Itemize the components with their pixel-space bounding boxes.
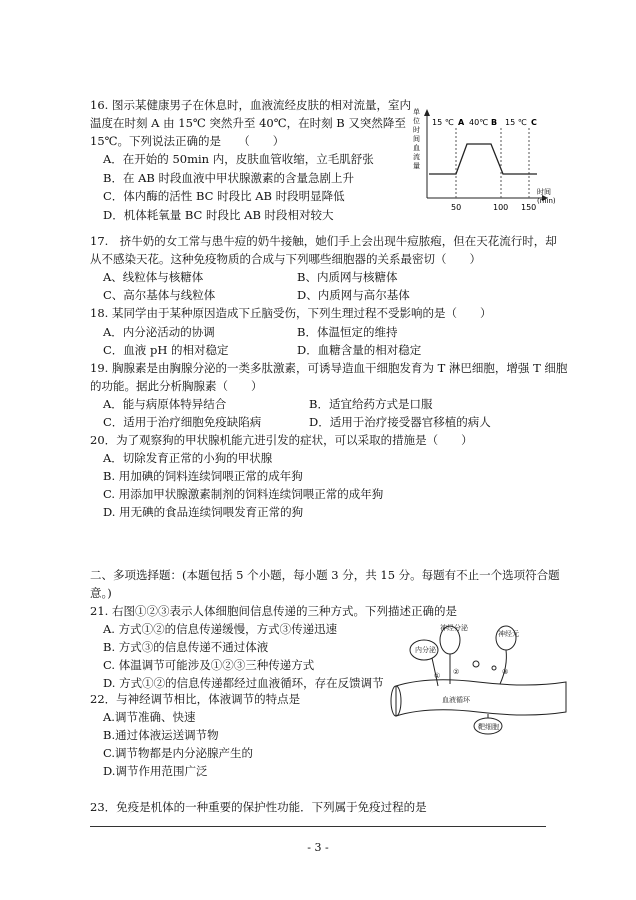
fig-label-a: A [458, 118, 465, 127]
q16-option-b: B．在 AB 时段血液中甲状腺激素的含量急剧上升 [103, 171, 355, 185]
q22-option-b: B.通过体液运送调节物 [103, 728, 219, 742]
fig-xlabel-line: (min) [537, 197, 556, 205]
q19-stem-line-2: 的功能。据此分析胸腺素（ ） [90, 379, 263, 393]
q20-option-c: C. 用添加甲状腺激素制剂的饲料连续饲喂正常的成年狗 [103, 487, 384, 501]
q16-stem-line-1: 16. 图示某健康男子在休息时，血液流经皮肤的相对流量，室内 [90, 98, 411, 112]
q22-stem: 22．与神经调节相比，体液调节的特点是 [90, 692, 301, 706]
fig2-target-label: 靶细胞 [478, 723, 499, 731]
ylabel-char: 流 [413, 153, 420, 161]
section2-heading-line-1: 二、多项选择题：(本题包括 5 个小题，每小题 3 分，共 15 分。每题有不止一个选项符合题 [90, 568, 560, 582]
q20-option-b: B. 用加碘的饲料连续饲喂正常的成年狗 [103, 469, 303, 483]
fig2-neurosecretory-label: 神经分泌 [440, 624, 468, 632]
q16-option-a: A．在开始的 50min 内，皮肤血管收缩，立毛肌舒张 [103, 152, 374, 166]
q19-option-a: A．能与病原体特异结合 [103, 397, 227, 411]
q16-stem-line-3: 15℃。下列说法正确的是 （ ） [90, 134, 285, 148]
q21-stem: 21. 右图①②③表示人体细胞间信息传递的三种方式。下列描述正确的是 [90, 604, 457, 618]
q20-stem: 20．为了观察狗的甲状腺机能亢进引发的症状，可以采取的措施是（ ） [90, 433, 473, 447]
q19-option-d: D．适用于治疗接受器官移植的病人 [309, 415, 491, 429]
q20-option-d: D. 用无碘的食品连续饲喂发育正常的狗 [103, 505, 304, 519]
q16-option-d: D．机体耗氧量 BC 时段比 AB 时段相对较大 [103, 208, 334, 222]
fig-label-b: B [491, 118, 498, 127]
q19-option-b: B．适宜给药方式是口服 [309, 397, 433, 411]
fig2-circulation-label: 血液循环 [442, 696, 470, 704]
q22-option-c: C.调节物都是内分泌腺产生的 [103, 746, 254, 760]
fig-temp-40: 40℃ [469, 118, 489, 127]
fig-xtick-150: 150 [521, 203, 537, 212]
q23-stem: 23．免疫是机体的一种重要的保护性功能．下列属于免疫过程的是 [90, 800, 427, 814]
fig-temp-15-b: 15 ℃ [505, 118, 527, 127]
ylabel-char: 位 [413, 117, 420, 125]
q18-stem: 18. 某同学由于某种原因造成下丘脑受伤，下列生理过程不受影响的是（ ） [90, 306, 492, 320]
fig-xlabel [537, 187, 556, 205]
section2-heading-line-2: 意。) [90, 586, 112, 600]
fig2-num-2: ② [453, 668, 460, 676]
q17-option-b: B、内质网与核糖体 [297, 270, 398, 284]
fig2-num-3: ③ [502, 668, 509, 676]
q17-stem-line-2: 从不感染天花。这种免疫物质的合成与下列哪些细胞器的关系最密切（ ） [90, 252, 481, 266]
q20-option-a: A．切除发育正常的小狗的甲状腺 [103, 451, 273, 465]
ylabel-char: 间 [413, 135, 420, 143]
fig-xtick-50: 50 [451, 203, 462, 212]
q18-option-c: C．血液 pH 的相对稳定 [103, 343, 229, 357]
q22-option-a: A.调节准确、快速 [103, 710, 196, 724]
q17-option-d: D、内质网与高尔基体 [297, 288, 410, 302]
q18-option-d: D．血糖含量的相对稳定 [297, 343, 422, 357]
fig-label-c: C [531, 118, 537, 127]
fig2-endocrine-label: 内分泌 [415, 646, 436, 654]
q19-stem-line-1: 19. 胸腺素是由胸腺分泌的一类多肽激素，可诱导造血干细胞发育为 T 淋巴细胞，增强 T 细胞 [90, 361, 568, 375]
q16-option-c: C．体内酶的活性 BC 时段比 AB 时段明显降低 [103, 189, 345, 203]
q17-option-c: C、高尔基体与线粒体 [103, 288, 216, 302]
ylabel-char: 血 [413, 144, 420, 152]
q21-option-d: D. 方式①②的信息传递都经过血液循环，存在反馈调节 [103, 676, 384, 690]
q16-stem-line-2: 温度在时刻 A 由 15℃ 突然升至 40℃，在时刻 B 又突然降至 [90, 116, 406, 130]
q22-option-d: D.调节作用范围广泛 [103, 764, 208, 778]
q21-option-b: B. 方式③的信息传递不通过体液 [103, 640, 269, 654]
q18-option-b: B．体温恒定的维持 [297, 325, 398, 339]
fig-temp-15-a: 15 ℃ [432, 118, 454, 127]
fig-xlabel-line: 时间 [537, 188, 551, 196]
fig-xtick-100: 100 [493, 203, 509, 212]
q21-signaling-figure [388, 616, 573, 736]
q17-stem-line-1: 17. 挤牛奶的女工常与患牛痘的奶牛接触，她们手上会出现牛痘脓疱，但在天花流行时，却 [90, 234, 557, 248]
fig2-neuron-label: 神经元 [498, 630, 519, 638]
fig2-num-1: ① [434, 672, 441, 680]
ylabel-char: 量 [413, 162, 420, 170]
q21-option-c: C. 体温调节可能涉及①②③三种传递方式 [103, 658, 315, 672]
q18-option-a: A．内分泌活动的协调 [103, 325, 215, 339]
ylabel-char: 时 [413, 126, 420, 134]
q16-blood-flow-figure [407, 104, 557, 224]
page-number: - 3 - [307, 841, 329, 854]
footer-divider [90, 826, 546, 827]
q21-option-a: A. 方式①②的信息传递缓慢，方式③传递迅速 [103, 622, 338, 636]
q17-option-a: A、线粒体与核糖体 [103, 270, 204, 284]
q19-option-c: C．适用于治疗细胞免疫缺陷病 [103, 415, 262, 429]
ylabel-char: 单 [413, 108, 420, 116]
